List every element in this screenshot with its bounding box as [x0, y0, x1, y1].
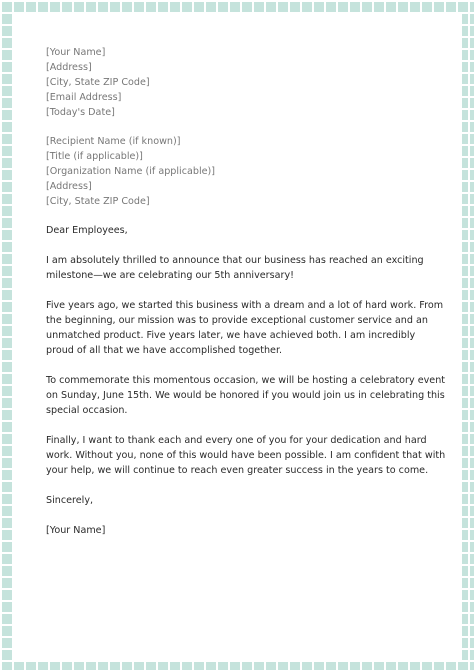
- salutation: Dear Employees,: [46, 225, 128, 236]
- signature-name: [Your Name]: [46, 525, 106, 536]
- letter-page: [13, 12, 462, 660]
- closing: Sincerely,: [46, 495, 94, 506]
- sender-email: [Email Address]: [46, 92, 122, 103]
- recipient-block: [46, 134, 446, 209]
- recipient-city-state-zip: [City, State ZIP Code]: [46, 196, 150, 207]
- letter-body: [46, 45, 446, 538]
- sender-block: [46, 45, 446, 120]
- recipient-organization: [Organization Name (if applicable)]: [46, 166, 216, 177]
- recipient-address: [Address]: [46, 181, 92, 192]
- paragraph-history: Five years ago, we started this business with a dream and a lot of hard work. From the beginning, our mission was to provide exceptional customer service and an unmatched product. Five years later, we have achieved both. I am incredibly proud of all that we have accomplished together.: [46, 300, 444, 356]
- recipient-title: [Title (if applicable)]: [46, 151, 143, 162]
- paragraph-thanks: Finally, I want to thank each and every one of you for your dedication and hard work. Without you, none of this would have been possible. I am confident that with your help, we will continue to reach even greater success in the years to come.: [46, 435, 446, 476]
- recipient-name: [Recipient Name (if known)]: [46, 136, 181, 147]
- letter-date: [Today's Date]: [46, 107, 115, 118]
- sender-city-state-zip: [City, State ZIP Code]: [46, 77, 150, 88]
- paragraph-announcement: I am absolutely thrilled to announce that our business has reached an exciting milestone—we are celebrating our 5th anniversary!: [46, 255, 424, 281]
- sender-name: [Your Name]: [46, 47, 106, 58]
- sender-address: [Address]: [46, 62, 92, 73]
- paragraph-event: To commemorate this momentous occasion, we will be hosting a celebratory event on Sunday, June 15th. We would be honored if you would join us in celebrating this special occasion.: [46, 375, 446, 416]
